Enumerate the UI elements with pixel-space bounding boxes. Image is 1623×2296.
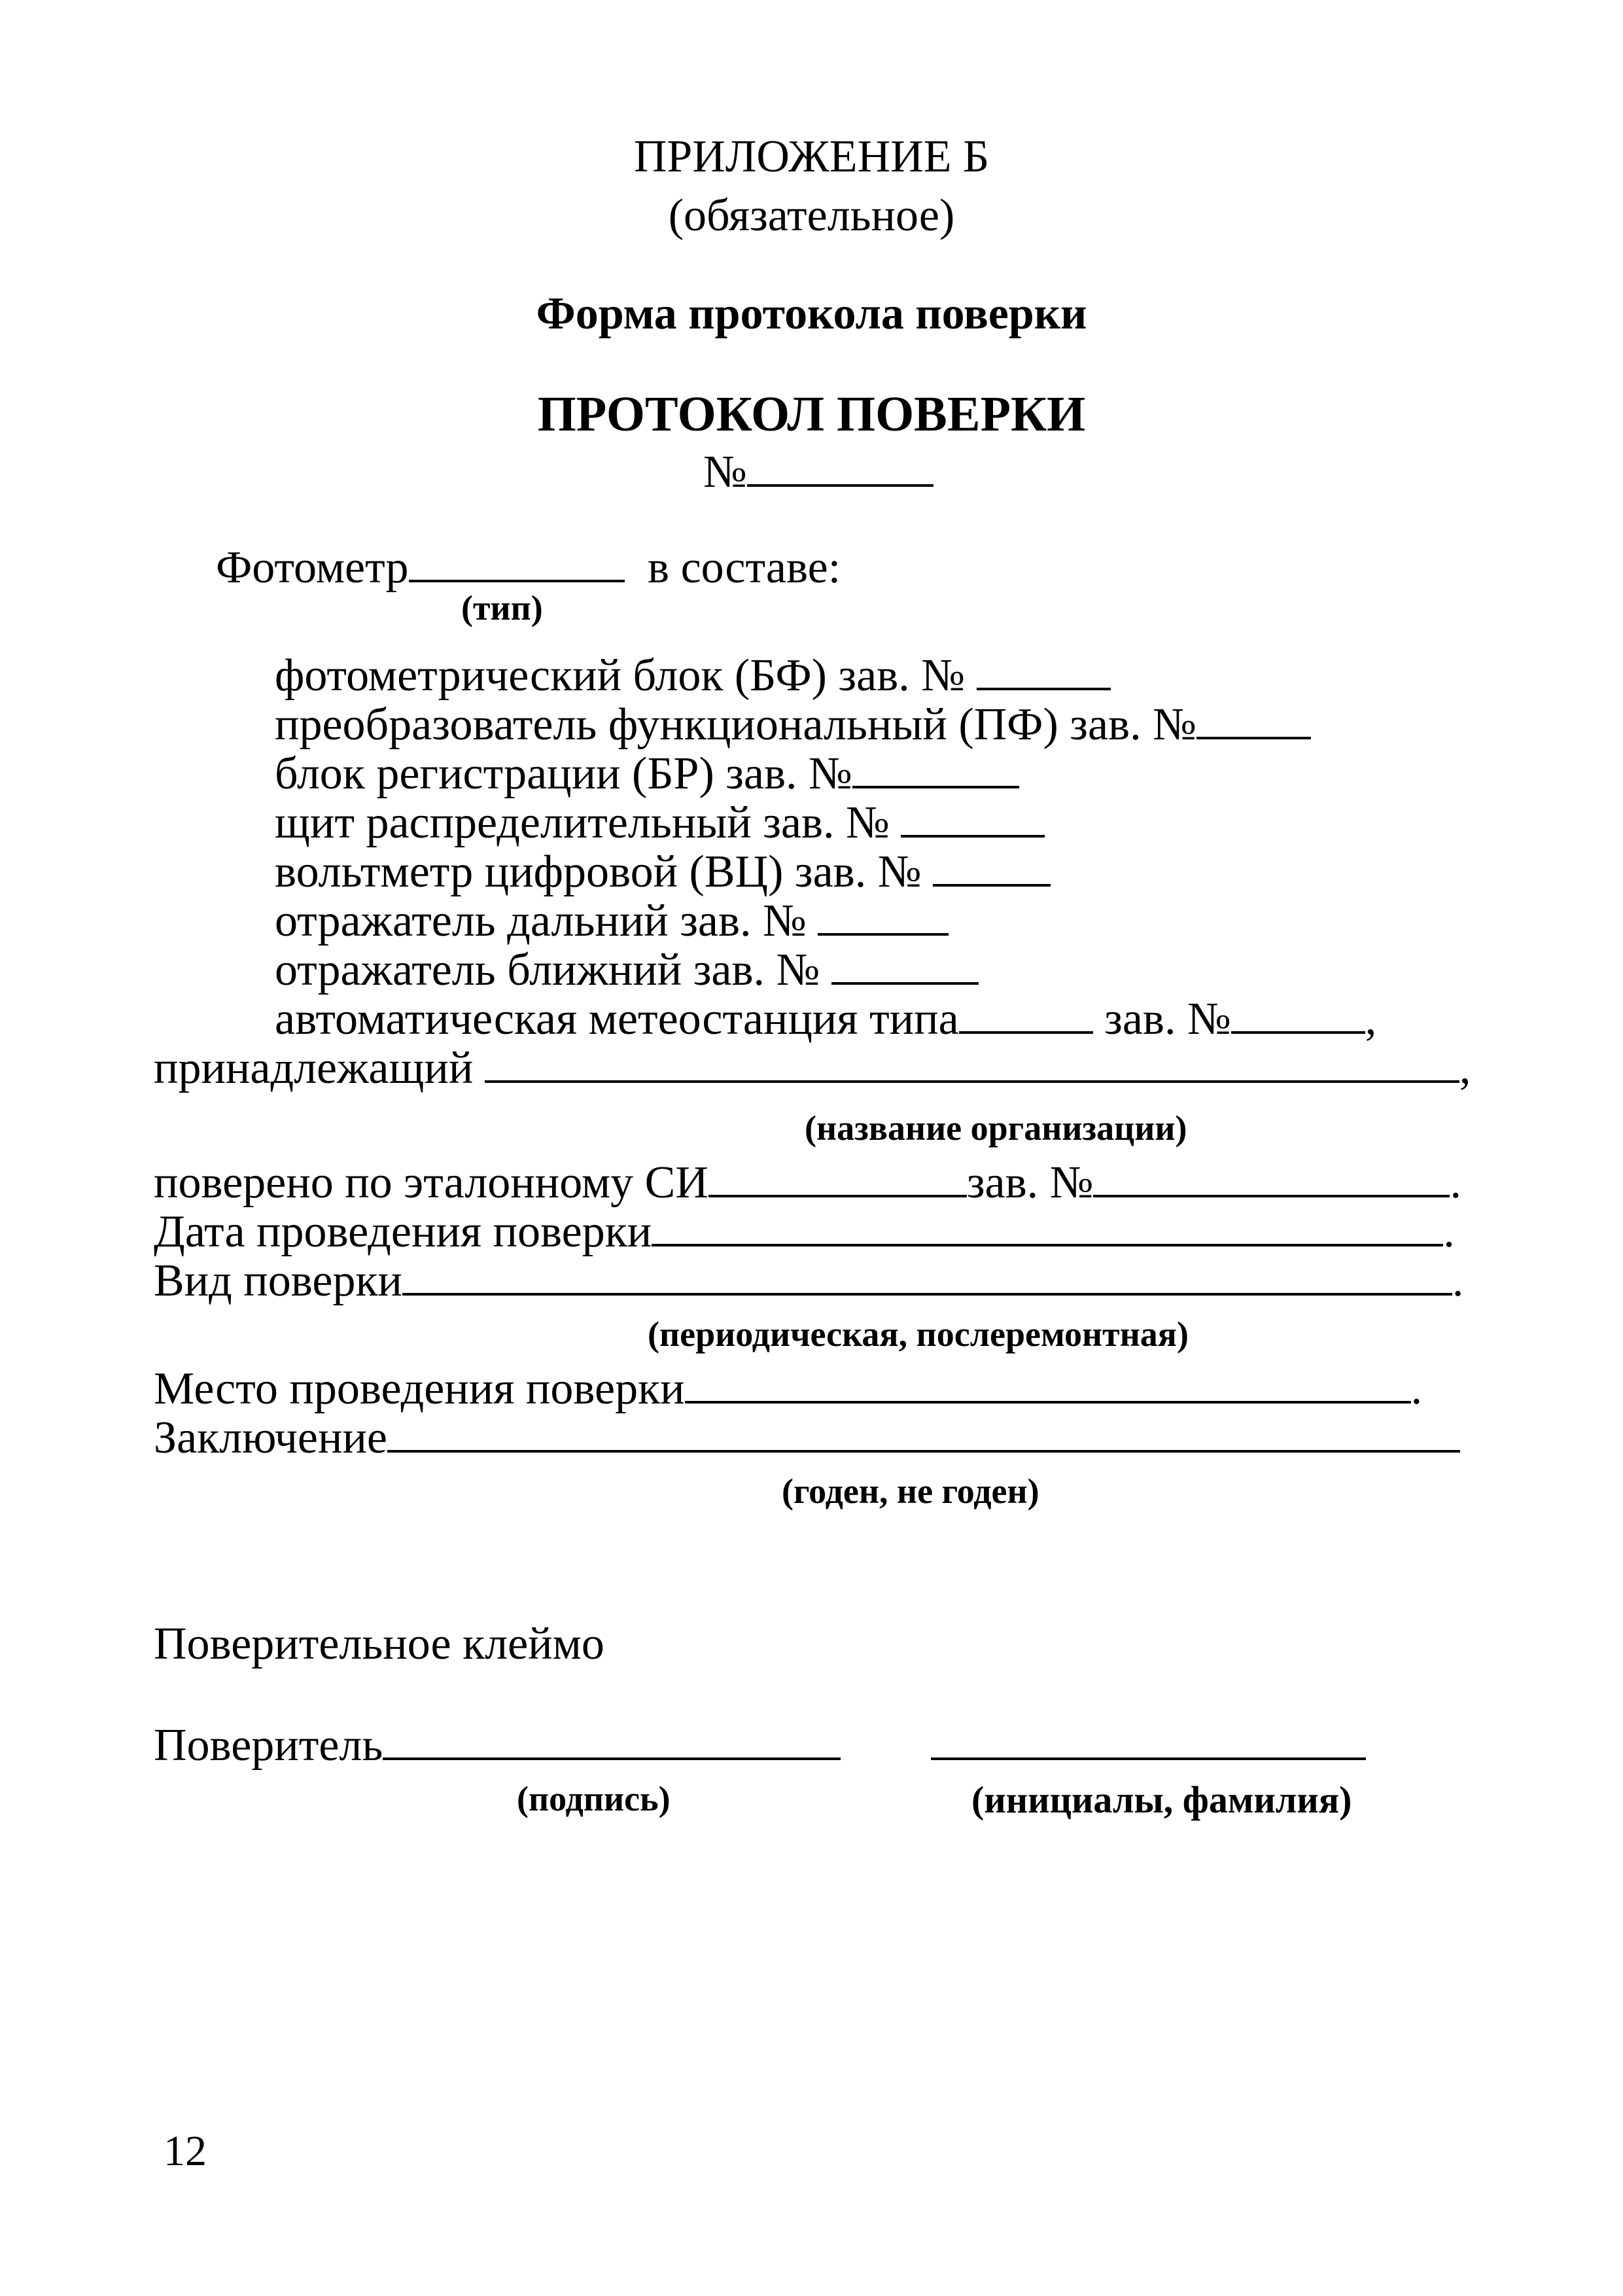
component-row [275,895,949,944]
component-label: вольтметр цифровой (ВЦ) зав. № [275,847,922,897]
kind-label: Вид поверки [154,1256,402,1306]
protocol-title: ПРОТОКОЛ ПОВЕРКИ [537,387,1086,442]
conclusion-label: Заключение [154,1413,387,1463]
component-label: фотометрический блок (БФ) зав. № [275,650,965,701]
kind-dot: . [1452,1256,1464,1306]
protocol-number-field[interactable] [747,446,934,487]
component-row [275,650,1111,699]
photometer-row [216,542,841,591]
verified-serial-label: зав. № [966,1157,1094,1208]
protocol-number-row [703,446,934,495]
component-row [275,944,979,993]
component-row [275,797,1045,846]
component-label: блок регистрации (БР) зав. № [275,749,852,799]
component-serial-field[interactable] [901,797,1045,838]
kind-row [154,1255,1463,1304]
owner-field[interactable] [485,1042,1459,1083]
date-row [154,1206,1455,1255]
type-note: (тип) [461,588,543,627]
verifier-label: Поверитель [154,1720,383,1771]
meteo-label: автоматическая метеостанция типа [275,994,959,1044]
component-row [275,699,1311,748]
owner-label: принадлежащий [154,1043,474,1093]
meteo-serial-label: зав. № [1104,994,1231,1044]
place-label: Место проведения поверки [154,1364,685,1414]
meteo-comma: , [1365,994,1377,1044]
signature-note: (подпись) [517,1779,671,1818]
name-field[interactable] [931,1720,1366,1760]
owner-note: (название организации) [805,1108,1187,1148]
component-serial-field[interactable] [852,748,1019,788]
component-serial-field[interactable] [1196,699,1311,739]
reference-instrument-field[interactable] [708,1157,967,1197]
kind-field[interactable] [402,1255,1452,1296]
component-label: отражатель ближний зав. № [275,945,820,995]
place-dot: . [1410,1364,1423,1414]
verified-row [154,1157,1461,1206]
photometer-type-field[interactable] [409,542,625,582]
component-serial-field[interactable] [831,944,979,985]
photometer-suffix: в составе: [648,542,841,593]
date-dot: . [1443,1207,1455,1257]
signature-field[interactable] [383,1720,841,1760]
component-label: щит распределительный зав. № [275,798,890,848]
meteo-row [275,993,1376,1042]
verified-dot: . [1450,1157,1461,1208]
owner-row [154,1042,1471,1091]
date-label: Дата проведения поверки [154,1207,652,1257]
appendix-title: ПРИЛОЖЕНИЕ Б [633,132,990,182]
conclusion-field[interactable] [387,1412,1460,1453]
component-serial-field[interactable] [977,650,1111,690]
component-serial-field[interactable] [818,895,949,936]
owner-comma: , [1459,1043,1471,1093]
meteo-serial-field[interactable] [1231,993,1365,1034]
page-number: 12 [164,2127,207,2175]
component-row [275,748,1019,797]
component-label: отражатель дальний зав. № [275,896,807,946]
component-row [275,846,1051,895]
conclusion-note: (годен, не годен) [782,1472,1039,1511]
place-field[interactable] [685,1363,1411,1404]
photometer-label: Фотометр [216,542,409,593]
appendix-status: (обязательное) [668,190,955,241]
verified-label: поверено по эталонному СИ [154,1157,708,1208]
stamp-label: Поверительное клеймо [154,1619,604,1669]
number-sign: № [703,447,747,497]
date-field[interactable] [652,1206,1443,1246]
conclusion-row [154,1412,1460,1461]
place-row [154,1363,1422,1412]
meteo-type-field[interactable] [959,993,1093,1034]
verifier-row [154,1720,1366,1769]
reference-serial-field[interactable] [1093,1157,1450,1197]
component-label: преобразователь функциональный (ПФ) зав. № [275,699,1196,750]
component-serial-field[interactable] [933,846,1051,887]
kind-note: (периодическая, послеремонтная) [648,1315,1189,1354]
form-title: Форма протокола поверки [536,289,1087,339]
name-note: (инициалы, фамилия) [971,1778,1352,1821]
